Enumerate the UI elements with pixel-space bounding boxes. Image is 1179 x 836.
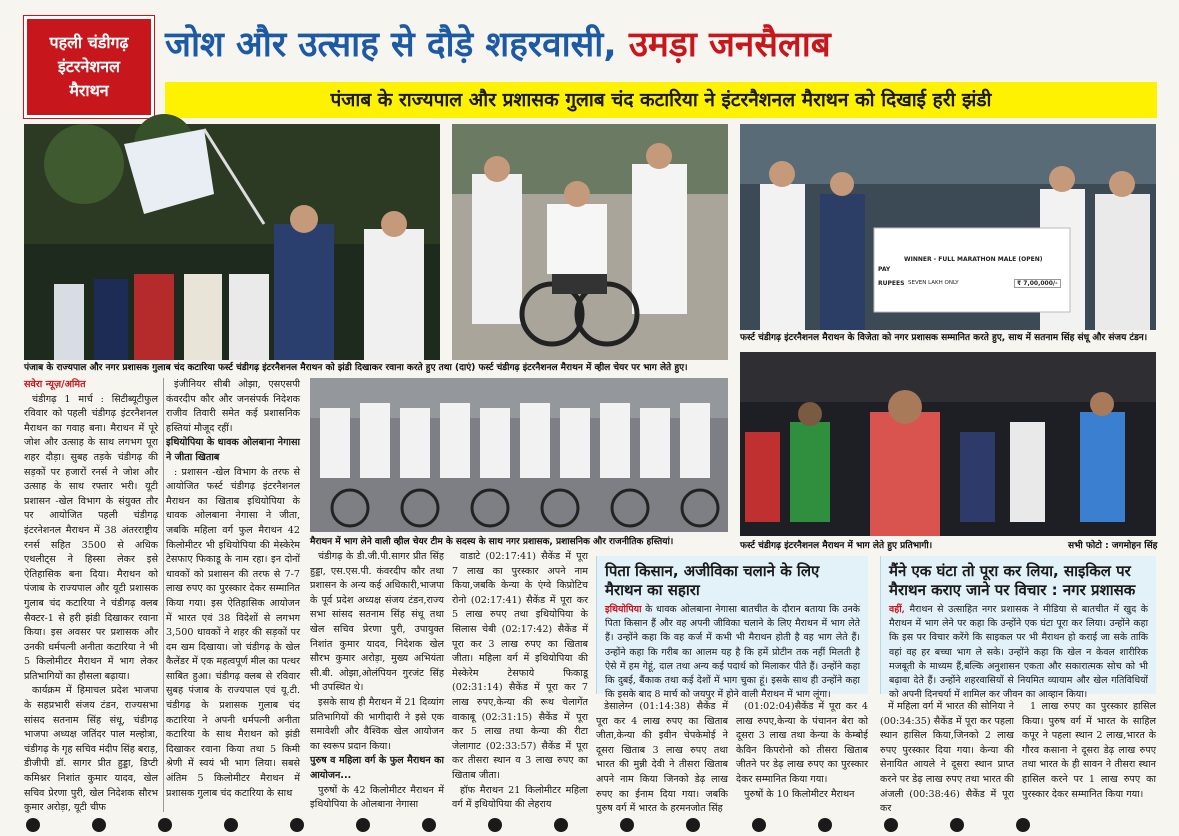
article-paragraph: हॉफ मैराथन 21 किलोमीटर महिला वर्ग में इथियोपिया की लेहराय xyxy=(452,784,588,811)
article-paragraph: चंडीगढ़ के डी.जी.पी.सागर प्रीत सिंह हुड्डा, एस.एस.पी. कंवरदीप कौर तथा प्रशासन के अन्य कई अधिकारी,भाजपा के पूर्व प्रदेश अध्यक्ष संजय टंडन,राज्य सभा सांसद सतनाम सिंह संधू तथा खेल सचिव प्रेरणा पुरी, उपायुक्त निशांत कुमार यादव, निदेशक खेल सौरभ कुमार अरोड़ा, मुख्य अभियंता सी.बी. ओझा,ओलंपियन गुरजंट सिंह भी उपस्थित थे। xyxy=(310,551,444,694)
article-paragraph: वाडाटे (02:17:41) सैकेंड में पूरा 7 लाख का पुरस्कार अपने नाम किया,जबकि केन्या के एंग्वे किप्रोटिच रोनो (02:17:41) सैकेंड में पूरा कर 5 लाख रुपए तथा इथियोपिया के सिलास चेबी (02:17:42) सैकेंड में पूरा कर 3 लाख रुपए का खिताब जीता। महिला वर्ग में इथियोपिया की मेस्केरेम टेसफाये फिकाडू (02:31:14) सैकेंड में पूरा कर 7 लाख रुपए,केन्या की रूथ चेलागेंत वाकाबू (02:31:15) सैकेंड में पूरा कर 5 लाख तथा केन्या की रीटा जेलागाट (02:33:57) सैकेंड में पूरा कर तीसरा स्थान व 3 लाख रुपए का खिताब जीता। xyxy=(452,551,588,781)
headline-part-2: उमड़ा जनसैलाब xyxy=(628,25,831,65)
photo-group xyxy=(310,378,728,532)
article-paragraph: 1 लाख रुपए का पुरस्कार हासिल किया। पुरुष वर्ग में भारत के साहिल कपूर ने पहला स्थान 2 लाख,भारत के गौरव कसाना ने दूसरा डेढ़ लाख रुपए तथा भारत के ही सावन ने तीसरा स्थान हासिल करने पर 1 लाख रुपए का पुरस्कार देकर सम्मानित किया गया। xyxy=(1022,701,1156,800)
cropped-text-fragment xyxy=(290,818,304,832)
article-column-7 xyxy=(880,700,1014,815)
caption-group: मैराथन में भाग लेने वाली व्हील चेयर टीम के सदस्य के साथ नगर प्रशासक, प्रशासनिक और राजनीतिक हस्तियां। xyxy=(310,537,674,547)
sidebar-box-administrator-lead: वहीं, xyxy=(889,604,905,615)
article-column-3 xyxy=(310,550,444,812)
sidebar-box-farmer-lead: इथियोपिया xyxy=(605,604,642,615)
photo-wheelchair xyxy=(452,124,728,360)
article-paragraph: इसके साथ ही मैराथन में 21 दिव्यांग प्रतिभागियों की भागीदारी ने इसे एक समावेशी और वैश्विक खेल आयोजन का स्वरूप प्रदान किया। xyxy=(310,696,444,752)
cheque xyxy=(874,228,1070,312)
cropped-text-fragment xyxy=(686,818,700,832)
sidebar-box-administrator-title: मैंने एक घंटा तो पूरा कर लिया, साइकिल पर मैराथन कराए जाने पर विचार : नगर प्रशासक xyxy=(889,562,1136,599)
byline: सवेरा न्यूज़/अमित xyxy=(24,379,86,390)
article-paragraph: पुरुषों के 42 किलोमीटर मैराथन में इथियोपिया के ओलबाना नेगासा xyxy=(310,784,444,811)
article-paragraph: कार्यक्रम में हिमाचल प्रदेश भाजपा के सहप्रभारी संजय टंडन, राज्यसभा सांसद सतनाम सिंह संधू, चंडीगढ़ भाजपा अध्यक्ष जतिंदर पाल मल्होत्रा, चंडीगढ़ के गृह सचिव मंदीप सिंह बराड़, डीजीपी डॉ. सागर प्रीत हुड्डा, डिप्टी कमिश्नर निशांत कुमार यादव, खेल सचिव प्रेरणा पुरी, खेल निदेशक सौरभ कुमार अरोड़ा, यूटी चीफ xyxy=(24,685,158,814)
sidebar-box-farmer xyxy=(596,556,868,701)
article-paragraph: डेसालेग्न (01:14:38) सैकेंड में पूरा कर 4 लाख रुपए का खिताब जीता,केन्या की इवीन चेपकेमोई ने दूसरा खिताब 3 लाख रुपए तथा भारत की मुन्नी देवी ने तीसरा खिताब अपने नाम किया जिनको डेढ़ लाख रुपए का ईनाम दिया गया। जबकि पुरुष वर्ग में भारत के हरमनजोत सिंह xyxy=(596,701,728,815)
subheadline: पंजाब के राज्यपाल और प्रशासक गुलाब चंद कटारिया ने इंटरनैशनल मैराथन को दिखाई हरी झंडी xyxy=(165,82,1157,118)
article-column-5 xyxy=(596,700,728,815)
caption-winner: फर्स्ट चंडीगढ़ इंटरनैशनल मैराथन के विजेता को नगर प्रशासक सम्मानित करते हुए, साथ में सतनाम सिंह संधू और संजय टंडन। xyxy=(740,333,1148,343)
cropped-text-fragment xyxy=(488,818,502,832)
cropped-text-fragment xyxy=(422,818,436,832)
column-divider xyxy=(163,378,164,812)
sidebar-box-administrator-body xyxy=(881,603,1156,702)
cropped-text-fragment xyxy=(92,818,106,832)
sidebar-box-farmer-text: के धावक ओलबाना नेगासा बातचीत के दौरान बताया कि उनके पिता किसान हैं और वह अपनी जीविका चलाने के लिए मैराथन में भाग लेते हैं। उन्होंने कहा कि वह कर्ज में कभी भी मैराथन होती है वह भाग लेते हैं। उन्होंने कहा कि गरीब का आलम यह है कि हमें प्रोटीन तक नहीं मिलती है ऐसे में हम गेहूं, दाल तथा अन्य कई पदार्थ को मिलाकर पीते हैं। उन्होंने कहा कि दुबई, बैंकाक तथा कई देशों में भाग चुका हूं। इसके साथ ही उन्होंने कहा कि इसके बाद 8 मार्च को जयपुर में होने वाली मैराथन में भाग लूंगा। xyxy=(605,604,860,701)
headline xyxy=(165,18,1165,72)
photo-winner xyxy=(740,124,1156,330)
article-subhead-winner: इथियोपिया के धावक ओलबाना नेगासा ने जीता खिताब xyxy=(166,437,300,463)
cheque-amount-words: SEVEN LAKH ONLY xyxy=(908,280,959,286)
article-paragraph: चंडीगढ़ 1 मार्च : सिटीब्यूटीफुल रविवार को पहली चंडीगढ़ इंटरनैशनल मैराथन का गवाह बना। मैराथन में पूरे जोश और उत्साह के साथ लगभग पूरा शहर दौड़ा। सुबह तड़के चंडीगढ़ की सड़कों पर हजारों रनर्स ने जोश और उत्साह के साथ रफ्तार भरी। यूटी प्रशासन -खेल विभाग के संयुक्त तौर पर आयोजित पहली चंडीगढ़ इंटरनेशनल मैराथन में 38 अंतरराष्ट्रीय रनर्स सहित 3500 से अधिक एथलीट्स ने हिस्सा लेकर इसे ऐतिहासिक बना दिया। मैराथन को पंजाब के राज्यपाल और यूटी प्रशासक गुलाब चंद कटारिया ने चंडीगढ़ क्लब सैक्टर-1 से हरी झंडी दिखाकर रवाना किया। इस अवसर पर प्रशासक और उनकी धर्मपत्नी अनीता कटारिया ने भी 5 किलोमीटर मैराथन में भाग लेकर प्रतिभागियों का हौसला बढ़ाया। xyxy=(24,393,158,682)
photo-runners-image xyxy=(740,352,1156,536)
next-article-headline-cropped xyxy=(0,812,1179,825)
sidebar-box-farmer-title: पिता किसान, अजीविका चलाने के लिए मैराथन का सहारा xyxy=(605,562,820,599)
cropped-text-fragment xyxy=(620,818,634,832)
cropped-text-fragment xyxy=(818,818,832,832)
sidebar-box-administrator xyxy=(880,556,1156,701)
photo-flag-off xyxy=(24,124,440,360)
caption-runners: फर्स्ट चंडीगढ़ इंटरनैशनल मैराथन में भाग लेते हुए प्रतिभागी। xyxy=(740,541,933,551)
cheque-amount: ₹ 7,00,000/- xyxy=(1014,279,1061,288)
cheque-rupees-label: RUPEES xyxy=(878,280,905,287)
cropped-text-fragment xyxy=(950,818,964,832)
cropped-text-fragment xyxy=(1016,818,1030,832)
cropped-text-fragment xyxy=(554,818,568,832)
article-paragraph: इंजीनियर सीबी ओझा, एसएसपी कंवरदीप कौर और जनसंपर्क निदेशक राजीव तिवारी समेत कई प्रशासनिक हस्तियां मौजूद रहीं। xyxy=(166,379,300,434)
article-paragraph: : प्रशासन -खेल विभाग के तरफ से आयोजित फर्स्ट चंडीगढ़ इंटरनैशनल मैराथन का खिताब इथियोपिया के धावक ओलबाना नेगासा ने जीता, जबकि महिला वर्ग फुल मैराथन 42 किलोमीटर भी इथियोपिया की मेस्केरेम टेसफाए फिकाडू के नाम रहा। इन दोनों धावकों को प्रशासन की तरफ से 7-7 लाख रुपए का पुरस्कार देकर सम्मानित किया गया। इस ऐतिहासिक आयोजन में भारत एवं 38 विदेशों से लगभग 3,500 धावकों ने शहर की सड़कों पर दम खम दिखाया। जो चंडीगढ़ के खेल कैलेंडर में एक महत्वपूर्ण मील का पत्थर साबित हुआ। चंडीगढ़ क्लब से रविवार सुबह पंजाब के राज्यपाल एवं यू.टी. चंडीगढ़ के प्रशासक गुलाब चंद कटारिया ने अपनी धर्मपत्नी अनीता कटारिया के साथ मैराथन को झंडी दिखाकर रवाना किया तथा 5 किमी श्रेणी में स्वयं भी भाग लिया। सबसे अंतिम 5 किलोमीटर मैराथन में प्रशासक गुलाब चंद कटारिया के साथ xyxy=(166,466,300,799)
caption-flag-off: पंजाब के राज्यपाल और नगर प्रशासक गुलाब चंद कटारिया फर्स्ट चंडीगढ़ इंटरनैशनल मैराथन को झंडी दिखाकर रवाना करते हुए तथा (दाएं) फर्स्ट चंडीगढ़ इंटरनैशनल मैराथन में व्हील चेयर पर भाग लेते हुए। xyxy=(24,363,688,373)
article-column-8 xyxy=(1022,700,1156,812)
cropped-text-fragment xyxy=(224,818,238,832)
cheque-pay: PAY xyxy=(878,266,891,273)
article-paragraph: (01:02:04)सैकेंड में पूरा कर 4 लाख रुपए,केन्या के पंचानन बेरा को दूसरा 3 लाख तथा केन्या के केम्बोई केविन किपरोनो को तीसरा खिताब जीतने पर डेढ़ लाख रुपए का पुरस्कार देकर सम्मानित किया गया। xyxy=(736,701,868,785)
cheque-title: WINNER - FULL MARATHON MALE (OPEN) xyxy=(904,256,1043,263)
article-subhead-categories: पुरुष व महिला वर्ग के फुल मैराथन का आयोजन... xyxy=(310,755,444,781)
article-column-2 xyxy=(166,378,300,812)
article-column-1 xyxy=(24,378,158,812)
photo-wheelchair-image xyxy=(452,124,728,360)
cropped-text-fragment xyxy=(158,818,172,832)
photo-flag-off-image xyxy=(24,124,440,360)
photo-runners xyxy=(740,352,1156,536)
sidebar-box-administrator-text: मैराथन से उत्साहित नगर प्रशासक ने मीडिया से बातचीत में खुद के मैराथन में भाग लेने पर कहा कि उन्होंने एक घंटा पूरा कर लिया। उन्होंने कहा कि इस पर विचार करेंगे कि साइकल पर भी मैराथन हो कराई जा सके ताकि वहां वह हर बच्चा भाग ले सके। उन्होंने कहा कि खेल न केवल शारीरिक मजबूती के माध्यम हैं,बल्कि अनुशासन एकता और सकारात्मक सोच को भी बढ़ावा देते हैं। उन्होंने शहरवासियों से नियमित व्यायाम और खेल गतिविधियों को अपनी दिनचर्या में शामिल कर जीवन का आव्हान किया। xyxy=(889,604,1148,701)
article-paragraph: में महिला वर्ग में भारत की सोनिया ने (00:34:35) सैकेंड में पूरा कर पहला स्थान हासिल किया,जिनको 2 लाख रुपए पुरस्कार दिया गया। केन्या की सेनायित आयले ने दूसरा स्थान प्राप्त करने पर डेढ़ लाख रुपए तथा भारत की अंजली (00:38:46) सैकेंड में पूरा कर xyxy=(880,701,1014,815)
article-column-4 xyxy=(452,550,588,812)
photo-group-image xyxy=(310,378,728,532)
sidebar-box-farmer-body xyxy=(597,603,868,702)
cropped-text-fragment xyxy=(356,818,370,832)
photo-credit: सभी फोटो : जगमोहन सिंह xyxy=(1068,541,1158,551)
cropped-text-fragment xyxy=(884,818,898,832)
series-label-box: पहली चंडीगढ़ इंटरनेशनल मैराथन xyxy=(24,16,154,118)
headline-part-1: जोश और उत्साह से दौड़े शहरवासी, xyxy=(165,25,617,65)
article-paragraph: पुरुषों के 10 किलोमीटर मैराथन xyxy=(744,788,855,800)
article-column-6 xyxy=(736,700,868,812)
cropped-text-fragment xyxy=(752,818,766,832)
cropped-text-fragment xyxy=(26,818,40,832)
